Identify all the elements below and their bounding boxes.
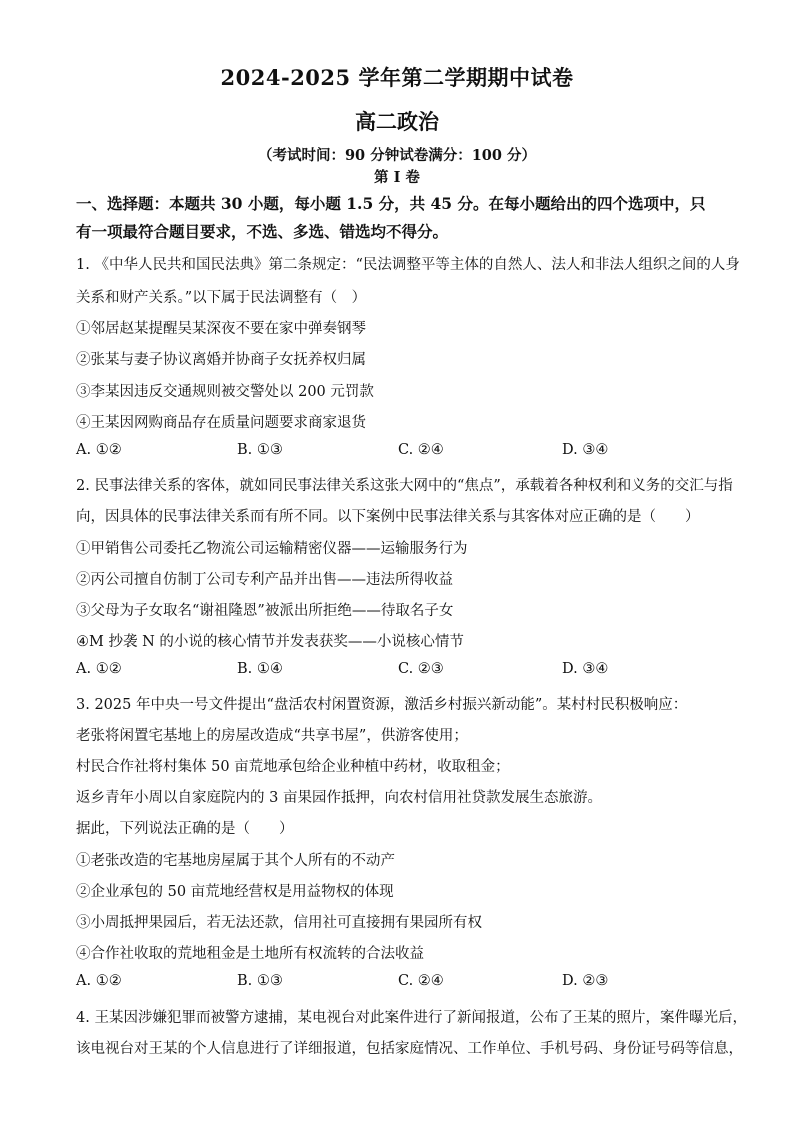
question-1-options [76,442,726,462]
question-3-stem-line: 据此，下列说法正确的是（ ） [76,821,294,837]
question-1-item: ③李某因违反交通规则被交警处以 200 元罚款 [76,384,374,400]
exam-info: （考试时间：90 分钟试卷满分：100 分） [257,147,537,164]
question-2-item: ③父母为子女取名“谢祖隆恩”被派出所拒绝——待取名子女 [76,603,454,619]
question-3-options [76,973,726,993]
option-b: B. ①③ [237,973,283,989]
question-1-item: ④王某因网购商品存在质量问题要求商家退货 [76,415,366,431]
option-b: B. ①③ [237,442,283,458]
option-d: D. ②③ [562,973,609,989]
question-3-item: ②企业承包的 50 亩荒地经营权是用益物权的体现 [76,884,394,900]
question-3-item: ③小周抵押果园后，若无法还款，信用社可直接拥有果园所有权 [76,915,482,931]
question-4-stem-line: 4. 王某因涉嫌犯罪而被警方逮捕，某电视台对此案件进行了新闻报道，公布了王某的照片，案件曝光后， [76,1010,747,1026]
section-instructions: 一、选择题：本题共 30 小题，每小题 1.5 分，共 45 分。在每小题给出的四个选项中，只有一项最符合题目要求，不选、多选、错选均不得分。 [76,194,706,241]
question-2-item: ①甲销售公司委托乙物流公司运输精密仪器——运输服务行为 [76,541,468,557]
question-2-options [76,661,726,681]
question-2-item: ④M 抄袭 N 的小说的核心情节并发表获奖——小说核心情节 [76,634,464,650]
option-a: A. ①② [76,442,122,458]
question-3-item: ④合作社收取的荒地租金是土地所有权流转的合法收益 [76,946,424,962]
question-1-item: ②张某与妻子协议离婚并协商子女抚养权归属 [76,352,366,368]
question-3-stem-line: 返乡青年小周以自家庭院内的 3 亩果园作抵押，向农村信用社贷款发展生态旅游。 [76,790,602,806]
question-2-stem-line: 向，因具体的民事法律关系而有所不同。以下案例中民事法律关系与其客体对应正确的是（ ） [76,509,700,525]
question-4-stem-line: 该电视台对王某的个人信息进行了详细报道，包括家庭情况、工作单位、手机号码、身份证号码等信息， [76,1041,743,1057]
question-3-stem-line: 村民合作社将村集体 50 亩荒地承包给企业种植中药材，收取租金； [76,759,510,775]
question-1-item: ①邻居赵某提醒吴某深夜不要在家中弹奏钢琴 [76,321,366,337]
exam-title: 2024-2025 学年第二学期期中试卷 [220,65,574,90]
volume-label: 第 I 卷 [374,169,420,186]
option-b: B. ①④ [237,661,283,677]
question-2-stem-line: 2. 民事法律关系的客体，就如同民事法律关系这张大网中的“焦点”，承载着各种权利和义务的交汇与指 [76,478,733,494]
option-c: C. ②③ [398,661,444,677]
option-a: A. ①② [76,661,122,677]
question-3-stem-line: 3. 2025 年中央一号文件提出“盘活农村闲置资源，激活乡村振兴新动能”。某村村民积极响应： [76,697,688,713]
question-1-stem-line: 关系和财产关系。”以下属于民法调整有（ ） [76,290,367,306]
question-3-item: ①老张改造的宅基地房屋属于其个人所有的不动产 [76,853,395,869]
subject-title: 高二政治 [355,109,439,134]
question-2-item: ②丙公司擅自仿制丁公司专利产品并出售——违法所得收益 [76,572,453,588]
option-d: D. ③④ [562,442,609,458]
option-c: C. ②④ [398,442,444,458]
option-d: D. ③④ [562,661,609,677]
option-c: C. ②④ [398,973,444,989]
question-3-stem-line: 老张将闲置宅基地上的房屋改造成“共享书屋”，供游客使用； [76,728,468,744]
question-1-stem-line: 1. 《中华人民共和国民法典》第二条规定：“民法调整平等主体的自然人、法人和非法人组织之间的人身 [76,257,740,273]
option-a: A. ①② [76,973,122,989]
